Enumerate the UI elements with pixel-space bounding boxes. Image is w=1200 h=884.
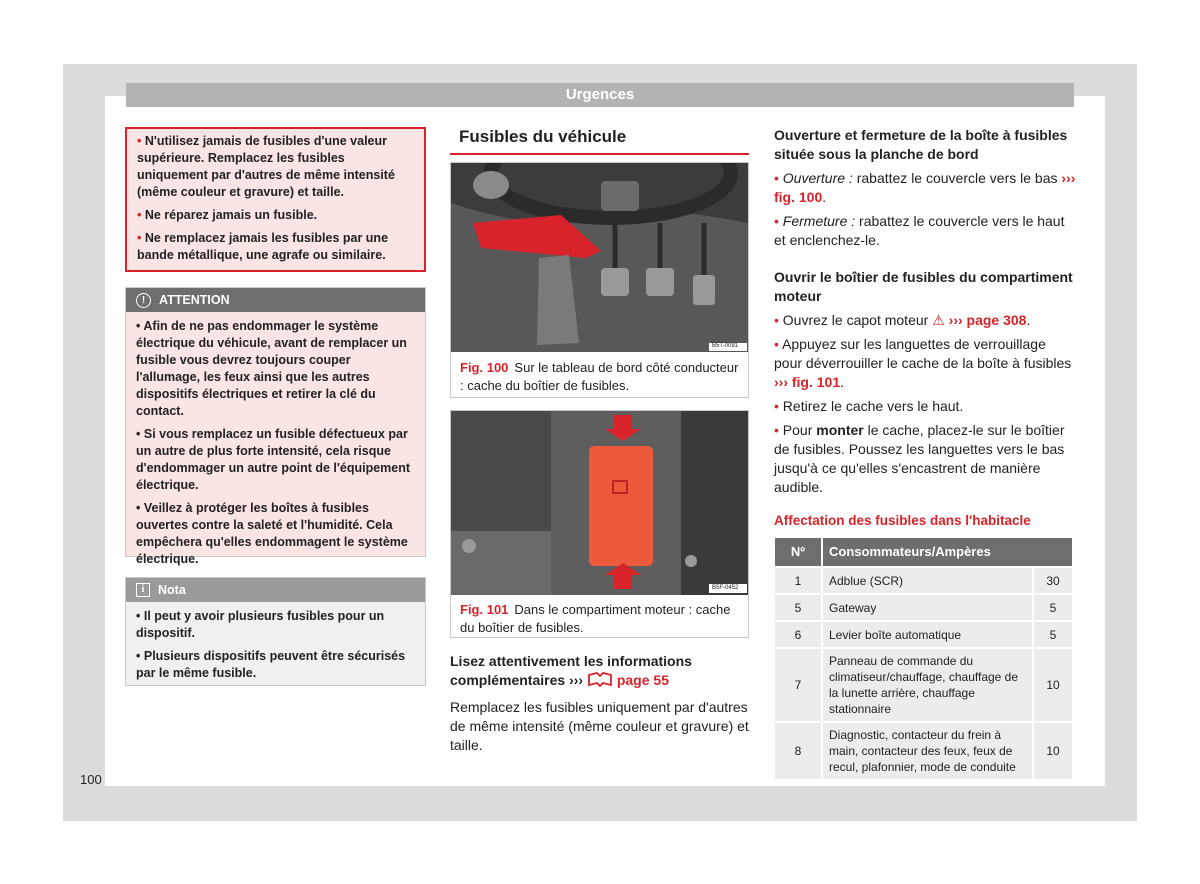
right-column bbox=[774, 126, 1076, 502]
figure-code: B5F-0452 bbox=[712, 585, 739, 591]
warning-triangle-icon: ⚠ bbox=[932, 312, 945, 328]
book-reference-icon bbox=[587, 671, 613, 687]
note-item: • Il peut y avoir plusieurs fusibles pour un dispositif. bbox=[136, 609, 385, 640]
figure-100 bbox=[450, 162, 749, 398]
column-header: Nº bbox=[775, 538, 821, 566]
list-item: • Fermeture : rabattez le couvercle vers le haut et enclenchez-le. bbox=[774, 213, 1065, 248]
fig-link[interactable]: ››› fig. 100 bbox=[774, 170, 1076, 205]
figure-100-image bbox=[451, 163, 748, 352]
column-header: Consommateurs/Ampères bbox=[823, 538, 1072, 566]
fuse-table bbox=[773, 536, 1074, 781]
subheading: Ouvrir le boîtier de fusibles du compartiment moteur bbox=[774, 269, 1073, 304]
list-item: • Appuyez sur les languettes de verrouillage pour déverrouiller le cache de la boîte à fusibles ››› fig. 101. bbox=[774, 336, 1072, 390]
table-row: 8 Diagnostic, contacteur du frein à main, contacteur des feux, feux de recul, plafonnier, mode de conduite 10 bbox=[775, 723, 1072, 779]
list-item: • Ouverture : rabattez le couvercle vers le bas ››› fig. 100. bbox=[774, 170, 1076, 205]
table-title: Affectation des fusibles dans l'habitacle bbox=[774, 513, 1031, 528]
replace-text: Remplacez les fusibles uniquement par d'autres de même intensité (même couleur et gravure) et taille. bbox=[450, 699, 749, 753]
attention-box bbox=[125, 287, 426, 566]
table-row: 7 Panneau de commande du climatiseur/chauffage, chauffage de la lunette arrière, chauffage stationnaire 10 bbox=[775, 649, 1072, 721]
page-number: 100 bbox=[80, 772, 102, 787]
note-box bbox=[125, 577, 426, 686]
list-item: • Retirez le cache vers le haut. bbox=[774, 398, 964, 414]
warning-item: • Ne remplacez jamais les fusibles par une bande métallique, une agrafe ou similaire. bbox=[137, 231, 389, 262]
warning-item: • Ne réparez jamais un fusible. bbox=[137, 208, 318, 222]
page-link[interactable]: ››› page 308 bbox=[948, 312, 1027, 328]
figure-caption: Fig. 100 Sur le tableau de bord côté conducteur : cache du boîtier de fusibles. bbox=[460, 360, 739, 393]
list-item: • Ouvrez le capot moteur ⚠ ››› page 308. bbox=[774, 312, 1031, 328]
fig-link[interactable]: ››› fig. 101 bbox=[774, 374, 841, 390]
note-item: • Plusieurs dispositifs peuvent être sécurisés par le même fusible. bbox=[136, 649, 406, 680]
info-icon: i bbox=[136, 583, 150, 597]
figure-101-image bbox=[451, 411, 748, 595]
warning-box bbox=[125, 127, 426, 272]
subheading: Ouverture et fermeture de la boîte à fusibles située sous la planche de bord bbox=[774, 127, 1068, 162]
figure-caption: Fig. 101 Dans le compartiment moteur : cache du boîtier de fusibles. bbox=[460, 602, 731, 635]
attention-item: • Afin de ne pas endommager le système électrique du véhicule, avant de remplacer un fusible vous devrez toujours couper l'allumage, les feux ainsi que les autres dispositifs électriques et retirer la clé du contact. bbox=[136, 319, 407, 418]
table-row: 1 Adblue (SCR) 30 bbox=[775, 568, 1072, 593]
warning-item: • N'utilisez jamais de fusibles d'une valeur supérieure. Remplacez les fusibles uniquement par d'autres de même intensité (même couleur et gravure) et taille. bbox=[137, 134, 395, 199]
read-more-note: Lisez attentivement les informations complémentaires ››› page 55 bbox=[450, 653, 692, 688]
figure-code: B5T-0091 bbox=[712, 343, 739, 349]
figure-101 bbox=[450, 410, 749, 638]
note-header: i Nota bbox=[126, 578, 425, 602]
table-row: 6 Levier boîte automatique 5 bbox=[775, 622, 1072, 647]
attention-item: • Veillez à protéger les boîtes à fusibles ouvertes contre la saleté et l'humidité. Cela empêchera qu'elles endommagent le système électrique. bbox=[136, 501, 408, 566]
list-item: • Pour monter le cache, placez-le sur le boîtier de fusibles. Poussez les languettes vers le bas jusqu'à ce qu'elles s'encastrent de manière audible. bbox=[774, 422, 1065, 495]
attention-header: ! ATTENTION bbox=[126, 288, 425, 312]
table-row: 5 Gateway 5 bbox=[775, 595, 1072, 620]
attention-item: • Si vous remplacez un fusible défectueux par un autre de plus forte intensité, cela risque d'endommager un autre point de l'équipement électrique. bbox=[136, 427, 411, 492]
exclamation-icon: ! bbox=[136, 293, 151, 308]
section-title: Fusibles du véhicule bbox=[450, 124, 749, 155]
chapter-header: Urgences bbox=[126, 83, 1074, 107]
page-link[interactable]: page 55 bbox=[616, 672, 669, 688]
